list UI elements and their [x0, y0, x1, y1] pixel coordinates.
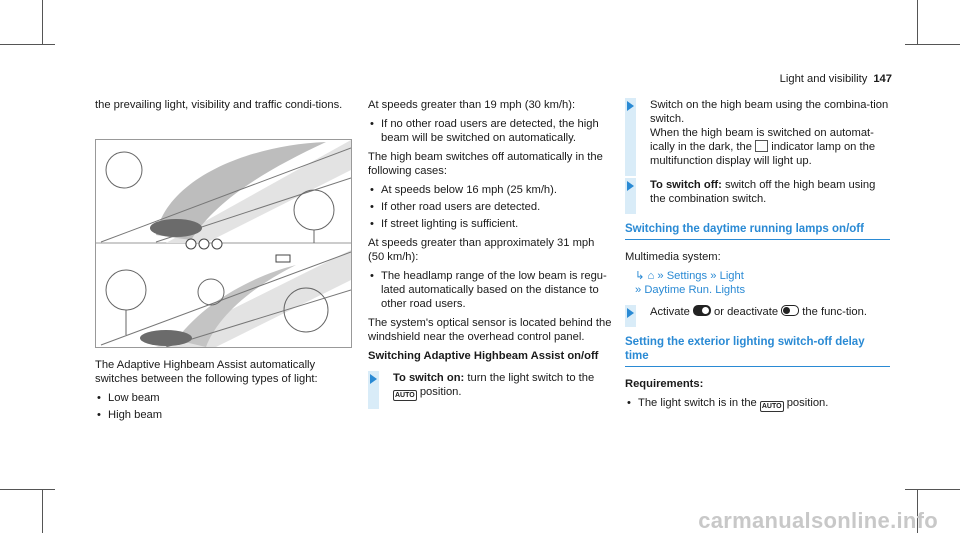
list-item: • If other road users are detected. — [368, 200, 613, 214]
crop-mark — [42, 0, 43, 44]
instruction-step — [625, 305, 890, 319]
step-arrow-icon — [370, 374, 377, 384]
section-heading-delay: Setting the exterior lighting switch-off delay time — [625, 335, 890, 367]
req-text-end: position. — [786, 397, 829, 409]
speed-range-text: At speeds greater than approximately 31 mph (50 km/h): — [368, 237, 595, 263]
section-title: Light and visibility — [779, 73, 868, 85]
step-text: the func-tion. — [802, 306, 867, 318]
list-item: • At speeds below 16 mph (25 km/h). — [368, 183, 613, 197]
crop-mark — [0, 489, 55, 490]
column-right — [625, 98, 890, 417]
running-header — [780, 72, 892, 86]
chevron-icon: » — [657, 270, 664, 282]
step-arrow-icon — [627, 181, 634, 191]
step-arrow-icon — [627, 308, 634, 318]
watermark: carmanualsonline.info — [698, 508, 938, 533]
step-text-end: position. — [419, 386, 462, 398]
menu-item-light: Light — [719, 270, 744, 282]
crop-mark — [0, 44, 55, 45]
step-text: Switch on the high beam using the combina-tion switch. — [650, 99, 889, 125]
list-item: • The headlamp range of the low beam is regu-lated automatically based on the distance to other road users. — [368, 269, 613, 311]
crop-mark — [905, 44, 960, 45]
section-heading-daytime: Switching the daytime running lamps on/off — [625, 222, 890, 240]
requirements-label: Requirements: — [625, 378, 704, 390]
crop-mark — [917, 0, 918, 44]
auto-symbol-icon: AUTO — [761, 403, 782, 410]
home-icon: ⌂ — [647, 270, 655, 282]
instruction-step — [625, 178, 890, 206]
list-item: • If street lighting is sufficient. — [368, 217, 613, 231]
menu-item-settings: Settings — [666, 270, 708, 282]
menu-path — [625, 269, 890, 297]
column-middle — [368, 98, 613, 411]
multimedia-label: Multimedia system: — [625, 251, 721, 263]
step-text: turn the light switch to the — [467, 372, 595, 384]
sensor-text: The system's optical sensor is located behind the windshield near the overhead control panel. — [368, 317, 612, 343]
list-item — [625, 396, 890, 412]
step-text: When the high beam is switched on automat-ically in the dark, the — [650, 127, 874, 153]
column-left-lower — [95, 358, 353, 427]
step-text: or deactivate — [714, 306, 779, 318]
column-left — [95, 98, 353, 117]
step-text: Activate — [650, 306, 690, 318]
menu-item-daytime: Daytime Run. Lights — [644, 284, 746, 296]
list-headlamp-range — [368, 269, 613, 311]
high-beam-indicator-icon — [755, 140, 768, 152]
path-arrow-icon: ↳ — [635, 270, 645, 282]
step-text: indicator lamp on the multifunction display will light up. — [650, 141, 876, 167]
chevron-icon: » — [635, 284, 642, 296]
switch-off-text: The high beam switches off automatically in the following cases: — [368, 151, 603, 177]
chevron-icon: » — [710, 270, 717, 282]
instruction-step — [625, 98, 890, 168]
highbeam-illustration — [95, 139, 352, 348]
req-text: The light switch is in the — [638, 397, 757, 409]
list-item: • Low beam — [95, 391, 353, 405]
intro-text: the prevailing light, visibility and traffic condi-tions. — [95, 99, 343, 111]
auto-symbol-icon: AUTO — [395, 392, 415, 399]
light-types-intro: The Adaptive Highbeam Assist automatically switches between the following types of light: — [95, 359, 318, 385]
list-item: • High beam — [95, 408, 353, 422]
step-label: To switch off: — [650, 179, 722, 191]
page-number: 147 — [873, 73, 892, 85]
illustration-graphic — [96, 140, 351, 347]
list-high-speed — [368, 117, 613, 145]
instruction-step — [368, 371, 613, 401]
light-types-list — [95, 391, 353, 422]
toggle-on-icon — [693, 305, 711, 316]
crop-mark — [905, 489, 960, 490]
step-label: To switch on: — [393, 372, 465, 384]
step-text: switch off the high beam using the combination switch. — [650, 179, 876, 205]
list-switch-off — [368, 183, 613, 231]
list-item: • If no other road users are detected, the high beam will be switched on automatically. — [368, 117, 613, 145]
crop-mark — [42, 489, 43, 533]
toggle-off-icon — [781, 305, 799, 316]
speed-high-text: At speeds greater than 19 mph (30 km/h): — [368, 99, 576, 111]
section-heading: Switching Adaptive Highbeam Assist on/off — [368, 350, 599, 362]
step-arrow-icon — [627, 101, 634, 111]
requirements-list — [625, 396, 890, 412]
